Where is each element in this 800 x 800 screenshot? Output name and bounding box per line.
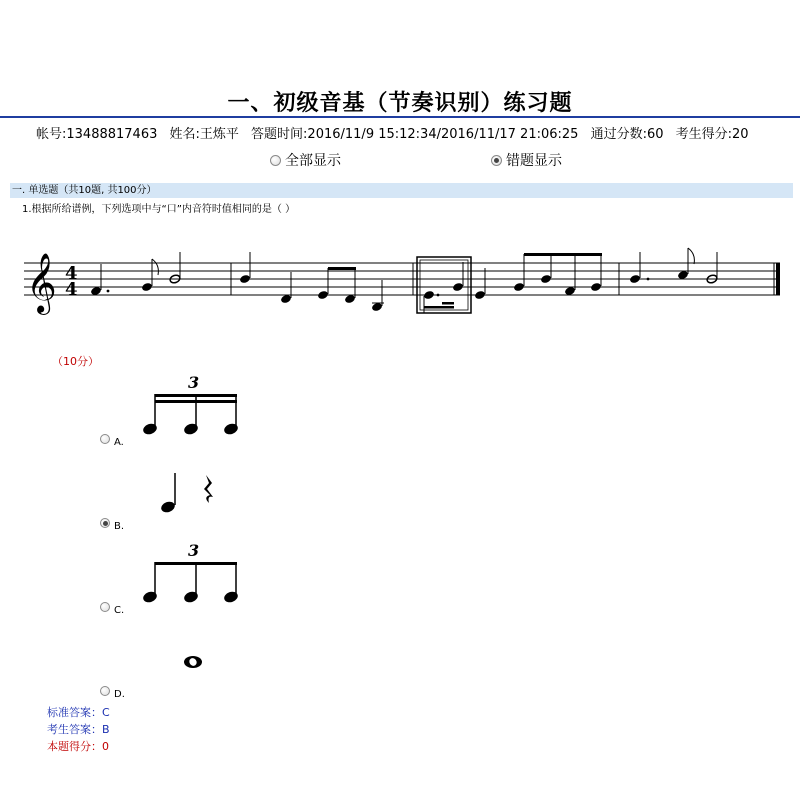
question-points: （10分） xyxy=(52,355,99,368)
quarter-rest-icon xyxy=(204,475,213,503)
option-c-tuplet: 3 xyxy=(188,541,200,560)
title-divider xyxy=(0,116,800,118)
option-d-rhythm xyxy=(180,650,210,674)
measure-3 xyxy=(417,253,602,313)
option-a-rhythm xyxy=(140,370,250,440)
section-header: 一. 单选题（共10题, 共100分） xyxy=(10,183,793,198)
show-all-label: 全部显示 xyxy=(285,153,341,169)
option-a-radio[interactable] xyxy=(100,434,110,444)
account-text: 帐号:13488817463 xyxy=(36,127,158,142)
measure-2 xyxy=(239,252,384,312)
student-score-text: 考生得分:20 xyxy=(675,127,749,142)
option-b-radio[interactable] xyxy=(100,518,110,528)
time-signature-bottom: 4 xyxy=(65,279,78,300)
exam-info-bar xyxy=(36,123,757,142)
show-wrong-label: 错题显示 xyxy=(506,153,562,169)
page-title: 一、初级音基（节奏识别）练习题 xyxy=(227,91,573,116)
music-score-example xyxy=(10,214,793,328)
option-a-tuplet: 3 xyxy=(188,373,200,392)
show-wrong-radio[interactable] xyxy=(491,155,502,166)
treble-clef-icon: 𝄞 xyxy=(26,253,57,313)
final-barline xyxy=(776,263,780,295)
student-name-text: 姓名:王炼平 xyxy=(169,127,239,142)
option-b-rhythm xyxy=(150,465,230,520)
question-score: 本题得分：0 xyxy=(47,740,109,753)
option-a-label: A. xyxy=(114,437,124,448)
measure-1 xyxy=(90,252,181,296)
show-wrong-option[interactable] xyxy=(491,150,562,170)
time-signature-top: 4 xyxy=(65,263,78,284)
option-b-label: B. xyxy=(114,521,125,532)
option-d-radio[interactable] xyxy=(100,686,110,696)
show-all-radio[interactable] xyxy=(270,155,281,166)
option-c-rhythm xyxy=(140,538,250,608)
pass-score-text: 通过分数:60 xyxy=(590,127,664,142)
question-text: 1.根据所给谱例，下列选项中与“口”内音符时值相同的是（ ） xyxy=(22,204,296,215)
show-all-option[interactable] xyxy=(270,150,341,170)
option-c-radio[interactable] xyxy=(100,602,110,612)
answer-time-text: 答题时间:2016/11/9 15:12:34/2016/11/17 21:06:25 xyxy=(251,127,579,142)
standard-answer: 标准答案：C xyxy=(47,706,110,719)
option-d-label: D. xyxy=(114,689,125,700)
option-c-label: C. xyxy=(114,605,125,616)
staff-lines xyxy=(24,263,780,295)
student-answer: 考生答案：B xyxy=(47,723,110,736)
